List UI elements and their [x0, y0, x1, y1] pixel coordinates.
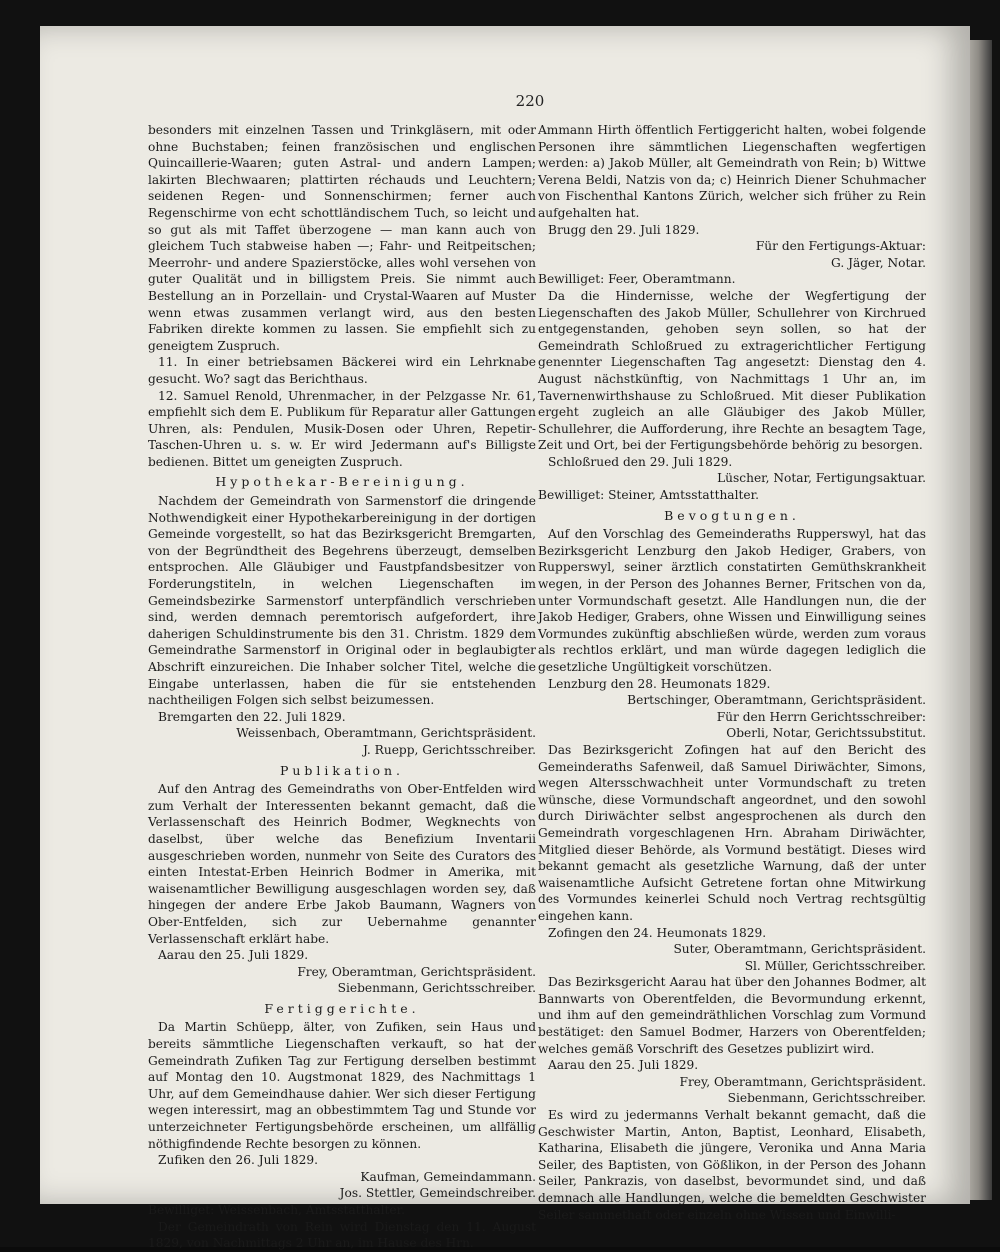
right-column [538, 122, 926, 1223]
fertiggericht-signature-2: Jos. Stettler, Gemeindschreiber. [339, 1186, 536, 1201]
publikation-text: Auf den Antrag des Gemeindraths von Ober-Entfelden wird zum Verhalt der Interessenten bekannt gemacht, daß die Verlassenschaft des Heinrich Bodmer, Wegknechts von daselbst, über welche das Benefizium Inventarii ausgeschrieben worden, nunmehr von Seite des Curators des einten Intestat-Erben Heinrich Bodmer in Amerika, mit waisenamtlicher Bewilligung ausgeschlagen worden sey, daß hingegen der andere Erbe Jakob Baumann, Wagners von Ober-Entfelden, sich zur Uebernahme genannter Verlassenschaft erklärt habe. [148, 782, 536, 946]
bevogtung-2-signature-2: Sl. Müller, Gerichtsschreiber. [744, 958, 926, 973]
fertiggericht-text: Da Martin Schüepp, älter, von Zufiken, sein Haus und bereits sämmtliche Liegenschaften verkauft, so hat der Gemeindrath Zufiken Tag zur Fertigung derselben bestimmt auf Montag den 10. Augstmonat 1829, des Nachmittags 1 Uhr, auf dem Gemeindhause dahier. Wer sich dieser Fertigung wegen interessirt, mag an obbestimmtem Tag und Stunde vor unterzeichneter Fertigungsbehörde erscheinen, um allfällig nöthigfindende Rechte besorgen zu können. [148, 1020, 536, 1151]
bevogtung-1-signature-1: Bertschinger, Oberamtmann, Gerichtspräsident. [627, 693, 926, 708]
rein-signature-1: Für den Fertigungs-Aktuar: [755, 239, 926, 254]
bevogtung-3-text: Das Bezirksgericht Aarau hat über den Johannes Bodmer, alt Bannwarts von Oberentfelden, die Bevormundung erkennt, und ihm auf den gemeindräthlichen Vorschlag zum Vormund bestätiget: den Samuel Bodmer, Harzers von Oberentfelden; welches gemäß Vorschrift des Gesetzes publizirt wird. [538, 975, 926, 1056]
hypothek-signature-1: Weissenbach, Oberamtmann, Gerichtspräsident. [236, 726, 536, 741]
bevogtung-1-signature-2: Für den Herrn Gerichtsschreiber: [716, 709, 926, 724]
bevogtung-1-date: Lenzburg den 28. Heumonats 1829. [548, 676, 771, 691]
muller-notice-text: Da die Hindernisse, welche der Wegfertigung der Liegenschaften des Jakob Müller, Schullehrer von Kirchrued entgegenstanden, gehoben seyn sollen, so hat der Gemeindrath Schloßrued zu extragerichtlicher Fertigung genennter Liegenschaften Tag angesetzt: Dienstag den 4. August nächstkünftig, von Nachmittags 1 Uhr an, im Tavernenwirthshause zu Schloßrued. Mit dieser Publikation ergeht zugleich an alle Gläubiger des Jakob Müller, Schullehrer, die Aufforderung, ihre Rechte an besagtem Tage, Zeit und Ort, bei der Fertigungsbehörde behörig zu besorgen. [538, 288, 926, 453]
publikation-signature-2: Siebenmann, Gerichtsschreiber. [337, 981, 536, 996]
fertiggericht-signature-1: Kaufman, Gemeindammann. [360, 1169, 536, 1184]
bevogtung-3-date: Aarau den 25. Juli 1829. [548, 1058, 699, 1073]
section-heading-publikation: Publikation. [279, 762, 405, 778]
publikation-signature-1: Frey, Oberamtman, Gerichtspräsident. [297, 964, 536, 979]
hypothek-date: Bremgarten den 22. Juli 1829. [158, 709, 346, 724]
hypothek-signature-2: J. Ruepp, Gerichtsschreiber. [362, 742, 536, 757]
rein-notice-start: Der Gemeindrath von Rein wird Dienstag den 11. August 1829, von Nachmittags 2 Uhr an, im Hause des Hrn. [148, 1219, 536, 1251]
section-heading-bevogtungen: Bevogtungen. [664, 507, 800, 523]
section-heading-hypothek: Hypothekar-Bereinigung. [215, 474, 469, 490]
bevogtung-2-signature-1: Suter, Oberamtmann, Gerichtspräsident. [673, 942, 926, 957]
muller-signature: Lüscher, Notar, Fertigungsaktuar. [717, 471, 926, 486]
bevogtung-3-signature-2: Siebenmann, Gerichtsschreiber. [727, 1091, 926, 1106]
advertisement-continuation: besonders mit einzelnen Tassen und Trinkgläsern, mit oder ohne Buchstaben; feinen französischen und englischen Quincaillerie-Waaren; guten Astral- und andern Lampen; lakirten Blechwaaren; plattirten réchauds und Leuchtern; seidenen Regen- und Sonnenschirmen; ferner auch Regenschirme von echt schottländischem Tuch, so leicht und so gut als mit Taffet überzogene — man kann auch von gleichem Tuch stabweise haben —; Fahr- und Reitpeitschen; Meerrohr- und andere Spazierstöcke, alles wohl versehen von guter Qualität und in billigstem Preis. Sie nimmt auch Bestellung an in Porzellain- und Crystal-Waaren auf Muster wenn etwas zusammen verlangt wird, aus den besten Fabriken direkte kommen zu lassen. Sie empfiehlt sich zu geneigtem Zuspruch. [148, 123, 536, 353]
rein-notice-continuation: Ammann Hirth öffentlich Fertiggericht halten, wobei folgende Personen ihre sämmtlichen Liegenschaften wegfertigen werden: a) Jakob Müller, alt Gemeindrath von Rein; b) Wittwe Verena Beldi, Natzis von da; c) Heinrich Diener Schuhmacher von Fischenthal Kantons Zürich, welcher sich früher zu Rein aufgehalten hat. [538, 123, 926, 220]
bevogtung-2-text: Das Bezirksgericht Zofingen hat auf den Bericht des Gemeinderaths Safenweil, daß Samuel Diriwächter, Simons, wegen Altersschwachheit unter Vormundschaft zu treten wünsche, diese Vormundschaft angeordnet, und den sowohl durch Diriwächter selbst angesprochenen als durch den Gemeindrath vorgeschlagenen Hrn. Abraham Diriwächter, Mitglied dieser Behörde, als Vormund bestätigt. Dieses wird bekannt gemacht als gesetzliche Warnung, daß der unter waisenamtliche Aufsicht Getretene fortan ohne Mitwirkung des Vormundes keinerlei Schuld noch Vertrag rechtsgültig eingehen kann. [538, 742, 926, 923]
bevogtung-1-signature-3: Oberli, Notar, Gerichtssubstitut. [726, 726, 926, 741]
bevogtung-3-signature-1: Frey, Oberamtmann, Gerichtspräsident. [679, 1074, 926, 1089]
muller-date: Schloßrued den 29. Juli 1829. [548, 454, 733, 469]
bevogtung-4-text: Es wird zu jedermanns Verhalt bekannt gemacht, daß die Geschwister Martin, Anton, Baptist, Leonhard, Elisabeth, Katharina, Elisabeth die jüngere, Veronika und Anna Maria Seiler, des Baptisten, von Gößlikon, in der Person des Johann Seiler, Pankrazis, von daselbst, bevormundet sind, und daß demnach alle Handlungen, welche die bemeldten Geschwister Seiler sammethaft oder einzeln ohne Wissen und Einwilli- [538, 1108, 926, 1222]
page-number: 220 [515, 92, 545, 110]
rein-approval: Bewilliget: Feer, Oberamtmann. [538, 272, 736, 287]
publikation-date: Aarau den 25. Juli 1829. [158, 948, 309, 963]
hypothek-text: Nachdem der Gemeindrath von Sarmenstorf die dringende Nothwendigkeit einer Hypothekarbereinigung in der dortigen Gemeinde vorgestellt, so hat das Bezirksgericht Bremgarten, von der Begründtheit des Begehrens überzeugt, demselben entsprochen. Alle Gläubiger und Faustpfandsbesitzer von Forderungstiteln, in welchen Liegenschaften im Gemeindsbezirke Sarmenstorf unterpfändlich verschrieben sind, werden demnach peremtorisch aufgefordert, ihre daherigen Schuldinstrumente bis den 31. Christm. 1829 dem Gemeindrathe Sarmenstorf in Original oder in beglaubigter Abschrift einzureichen. Die Inhaber solcher Titel, welche die Eingabe unterlassen, haben die für sie entstehenden nachtheiligen Folgen sich selbst beizumessen. [148, 494, 536, 708]
muller-approval: Bewilliget: Steiner, Amtsstatthalter. [538, 488, 759, 503]
notice-item-11: 11. In einer betriebsamen Bäckerei wird ein Lehrknabe gesucht. Wo? sagt das Berichthaus. [148, 355, 536, 386]
section-heading-fertiggerichte: Fertiggerichte. [264, 1000, 420, 1016]
left-column [148, 122, 536, 1252]
fertiggericht-approval: Bewilliget: Weissenbach, Amtsstatthalter. [148, 1203, 405, 1217]
notice-item-12: 12. Samuel Renold, Uhrenmacher, in der Pelzgasse Nr. 61, empfiehlt sich dem E. Publikum für Reparatur aller Gattungen Uhren, als: Pendulen, Musik-Dosen oder Uhren, Repetir-Taschen-Uhren u. s. w. Er wird Jedermann auf's Billigste bedienen. Bittet um geneigten Zuspruch. [148, 388, 536, 469]
fertiggericht-date: Zufiken den 26. Juli 1829. [158, 1153, 319, 1168]
bevogtung-2-date: Zofingen den 24. Heumonats 1829. [548, 925, 767, 940]
rein-signature-2: G. Jäger, Notar. [831, 255, 926, 270]
bevogtung-1-text: Auf den Vorschlag des Gemeinderaths Rupperswyl, hat das Bezirksgericht Lenzburg den Jakob Hediger, Grabers, von Rupperswyl, seiner ärztlich constatirten Gemüthskrankheit wegen, in der Person des Johannes Berner, Fritschen von da, unter Vormundschaft gesetzt. Alle Handlungen nun, die der Jakob Hediger, Grabers, ohne Wissen und Einwilligung seines Vormundes zukünftig abschließen würde, werden zum voraus als rechtlos erklärt, und man würde dagegen lediglich die gesetzliche Ungültigkeit vorschützen. [538, 527, 926, 674]
rein-date: Brugg den 29. Juli 1829. [548, 222, 700, 237]
